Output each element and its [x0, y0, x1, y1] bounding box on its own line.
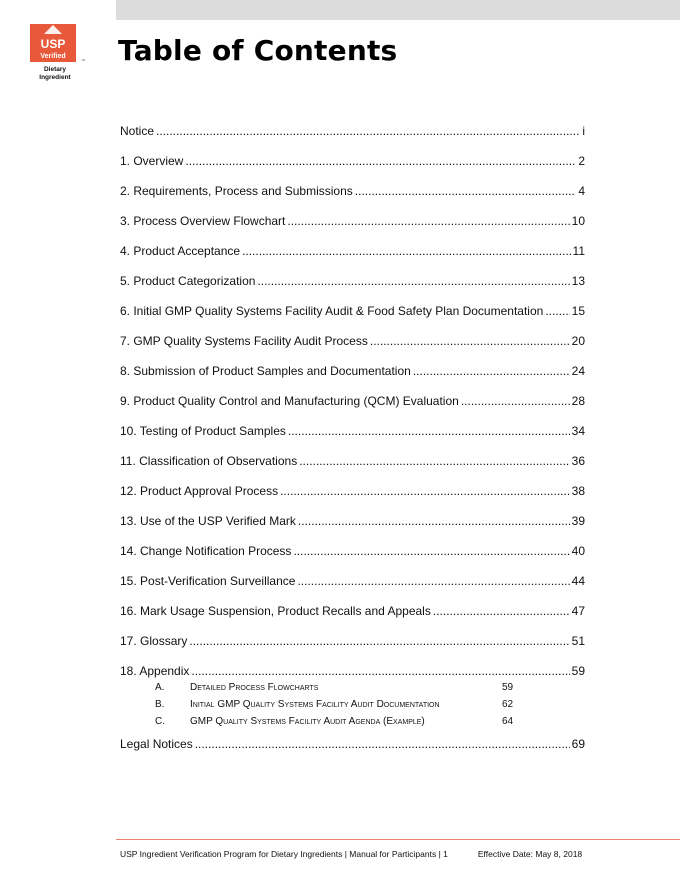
toc-entry-label: 3. Process Overview Flowchart [120, 214, 286, 228]
toc-entry-label: 4. Product Acceptance [120, 244, 241, 258]
toc-entry-page: 40 [571, 544, 585, 558]
toc-entry-qcm-evaluation[interactable] [120, 394, 585, 424]
toc-entry-verified-mark[interactable] [120, 514, 585, 544]
toc-entry-label: 7. GMP Quality Systems Facility Audit Process [120, 334, 368, 348]
toc-entry-submission-samples[interactable] [120, 364, 585, 394]
logo-usp-text: USP [40, 37, 66, 51]
toc-entry-page: 69 [571, 737, 585, 751]
toc-entry-initial-gmp-audit[interactable] [120, 304, 585, 334]
toc-entry-glossary[interactable] [120, 634, 585, 664]
appendix-entry-b[interactable] [120, 699, 585, 716]
toc-entry-label: 1. Overview [120, 154, 184, 168]
appendix-page: 59 [502, 682, 514, 693]
toc-entry-overview[interactable] [120, 154, 585, 184]
logo-verified-text: Verified [40, 53, 66, 60]
toc-entry-product-approval[interactable] [120, 484, 585, 514]
toc-entry-requirements[interactable] [120, 184, 585, 214]
toc-entry-page: 11 [572, 244, 585, 258]
toc-entry-page: 2 [578, 154, 585, 168]
toc-entry-page: 38 [571, 484, 585, 498]
toc-entry-gmp-audit-process[interactable] [120, 334, 585, 364]
footer-divider [116, 839, 680, 840]
logo-ingredient-text: Ingredient [39, 74, 71, 81]
toc-entry-change-notification[interactable] [120, 544, 585, 574]
toc-entry-page: 51 [571, 634, 585, 648]
toc-entry-label: 8. Submission of Product Samples and Documentation [120, 364, 411, 378]
appendix-page: 62 [502, 699, 514, 710]
logo-dietary-text: Dietary [43, 66, 67, 73]
toc-entry-label: 12. Product Approval Process [120, 484, 279, 498]
footer-effective-date: Effective Date: May 8, 2018 [477, 849, 583, 859]
toc-entry-label: 17. Glossary [120, 634, 188, 648]
appendix-entry-c[interactable] [120, 716, 585, 733]
toc-entry-label: 18. Appendix [120, 664, 190, 678]
toc-entry-page: 59 [571, 664, 585, 678]
toc-entry-label: Legal Notices [120, 737, 193, 751]
toc-entry-label: 5. Product Categorization [120, 274, 256, 288]
toc-entry-label: 6. Initial GMP Quality Systems Facility Audit & Food Safety Plan Documentation [120, 304, 544, 318]
table-of-contents [120, 124, 585, 767]
toc-entry-product-acceptance[interactable] [120, 244, 585, 274]
toc-entry-legal-notices[interactable] [120, 737, 585, 767]
toc-entry-notice[interactable] [120, 124, 585, 154]
page-footer [120, 849, 582, 859]
appendix-label: Detailed Process Flowcharts [190, 682, 319, 693]
toc-entry-label: 2. Requirements, Process and Submissions [120, 184, 353, 198]
header-bar [116, 0, 680, 20]
toc-entry-page: 47 [571, 604, 585, 618]
toc-entry-label: 9. Product Quality Control and Manufacturing (QCM) Evaluation [120, 394, 459, 408]
toc-entry-page: 44 [571, 574, 585, 588]
appendix-letter: C. [155, 716, 165, 727]
page-title: Table of Contents [118, 34, 398, 67]
toc-entry-label: 11. Classification of Observations [120, 454, 298, 468]
toc-entry-label: 16. Mark Usage Suspension, Product Recalls and Appeals [120, 604, 431, 618]
toc-entry-label: 13. Use of the USP Verified Mark [120, 514, 296, 528]
toc-entry-page: i [582, 124, 585, 138]
toc-entry-page: 28 [571, 394, 585, 408]
toc-entry-page: 10 [571, 214, 585, 228]
toc-entry-label: 15. Post-Verification Surveillance [120, 574, 296, 588]
toc-entry-page: 4 [578, 184, 585, 198]
appendix-label: GMP Quality Systems Facility Audit Agenda (Example) [190, 716, 425, 727]
toc-entry-page: 34 [571, 424, 585, 438]
toc-entry-post-verification[interactable] [120, 574, 585, 604]
appendix-page: 64 [502, 716, 514, 727]
toc-entry-page: 13 [571, 274, 585, 288]
toc-entry-product-categorization[interactable] [120, 274, 585, 304]
toc-entry-label: Notice [120, 124, 155, 138]
footer-manual-title: USP Ingredient Verification Program for Dietary Ingredients | Manual for Participants | 1 [120, 849, 448, 859]
usp-verified-logo [22, 20, 90, 84]
logo-tm-text: ™ [81, 58, 85, 63]
toc-entry-label: 10. Testing of Product Samples [120, 424, 286, 438]
usp-logo-icon [22, 20, 90, 84]
toc-entry-page: 20 [571, 334, 585, 348]
toc-entry-label: 14. Change Notification Process [120, 544, 292, 558]
appendix-subentries [120, 682, 585, 733]
toc-entry-page: 24 [571, 364, 585, 378]
appendix-entry-a[interactable] [120, 682, 585, 699]
toc-entry-classification-observations[interactable] [120, 454, 585, 484]
toc-entry-testing-samples[interactable] [120, 424, 585, 454]
toc-entry-page: 39 [571, 514, 585, 528]
appendix-label: Initial GMP Quality Systems Facility Audit Documentation [190, 699, 440, 710]
toc-entry-page: 15 [571, 304, 585, 318]
toc-entry-page: 36 [571, 454, 585, 468]
appendix-letter: A. [155, 682, 165, 693]
toc-entry-mark-suspension[interactable] [120, 604, 585, 634]
toc-entry-flowchart[interactable] [120, 214, 585, 244]
appendix-letter: B. [155, 699, 165, 710]
